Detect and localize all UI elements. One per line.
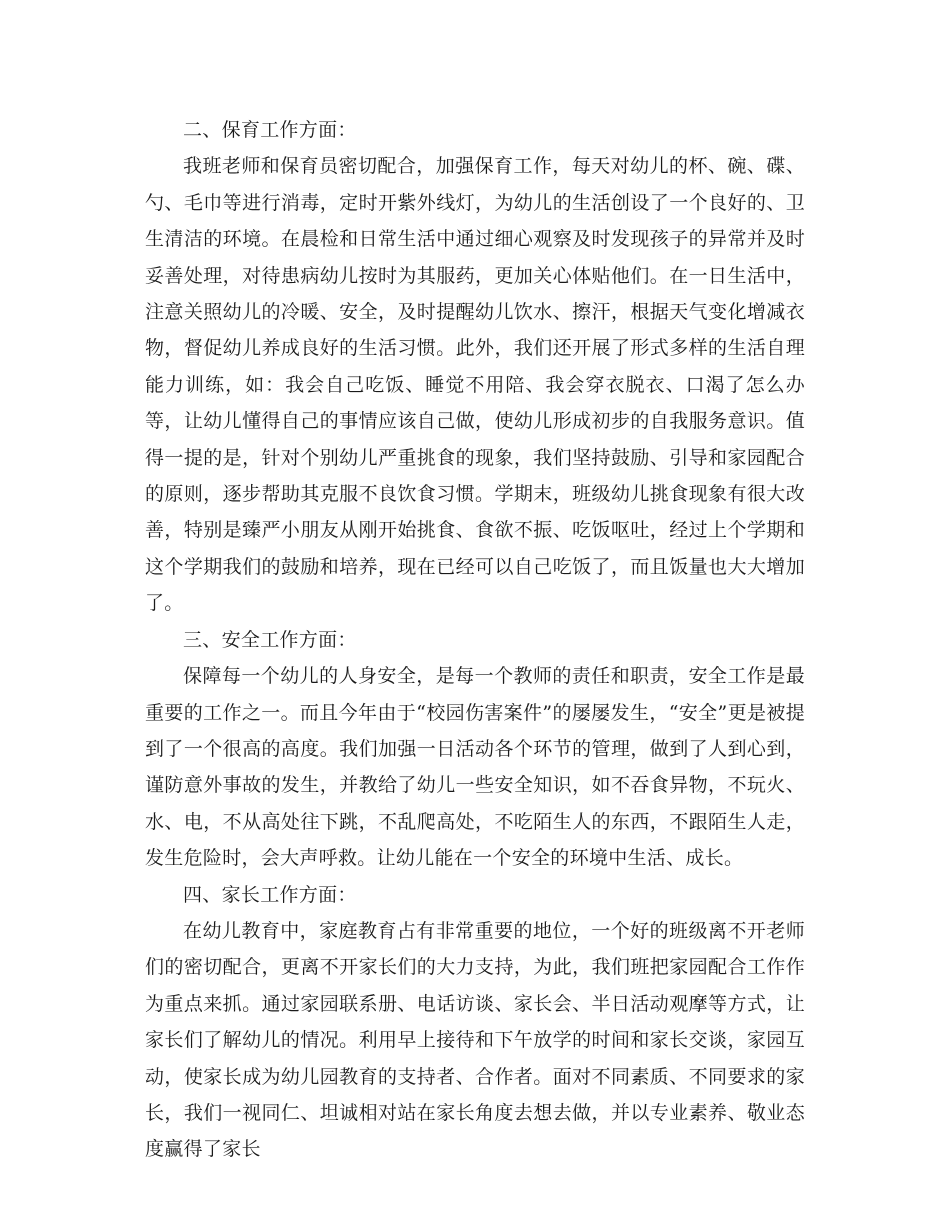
document-body bbox=[145, 112, 805, 1168]
section-paragraph-parents: 在幼儿教育中，家庭教育占有非常重要的地位，一个好的班级离不开老师们的密切配合，更离不开家长们的大力支持，为此，我们班把家园配合工作作为重点来抓。通过家园联系册、电话访谈、家长会、半日活动观摩等方式，让家长们了解幼儿的情况。利用早上接待和下午放学的时间和家长交谈，家园互动，使家长成为幼儿园教育的支持者、合作者。面对不同素质、不同要求的家长，我们一视同仁、坦诚相对站在家长角度去想去做，并以专业素养、敬业态度赢得了家长 bbox=[145, 919, 805, 1161]
section-heading-safety: 三、安全工作方面： bbox=[183, 628, 357, 651]
section-heading-parents: 四、家长工作方面： bbox=[183, 883, 357, 906]
section-paragraph-safety: 保障每一个幼儿的人身安全，是每一个教师的责任和职责，安全工作是最重要的工作之一。而且今年由于“校园伤害案件”的屡屡发生，“安全”更是被提到了一个很高的高度。我们加强一日活动各个环节的管理，做到了人到心到，谨防意外事故的发生，并教给了幼儿一些安全知识，如不吞食异物，不玩火、水、电，不从高处往下跳，不乱爬高处，不吃陌生人的东西，不跟陌生人走，发生危险时，会大声呼救。让幼儿能在一个安全的环境中生活、成长。 bbox=[145, 665, 805, 870]
section-paragraph-childcare: 我班老师和保育员密切配合，加强保育工作，每天对幼儿的杯、碗、碟、勺、毛巾等进行消毒，定时开紫外线灯，为幼儿的生活创设了一个良好的、卫生清洁的环境。在晨检和日常生活中通过细心观察及时发现孩子的异常并及时妥善处理，对待患病幼儿按时为其服药，更加关心体贴他们。在一日生活中，注意关照幼儿的冷暖、安全，及时提醒幼儿饮水、擦汗，根据天气变化增减衣物，督促幼儿养成良好的生活习惯。此外，我们还开展了形式多样的生活自理能力训练，如：我会自己吃饭、睡觉不用陪、我会穿衣脱衣、口渴了怎么办等，让幼儿懂得自己的事情应该自己做，使幼儿形成初步的自我服务意识。值得一提的是，针对个别幼儿严重挑食的现象，我们坚持鼓励、引导和家园配合的原则，逐步帮助其克服不良饮食习惯。学期末，班级幼儿挑食现象有很大改善，特别是臻严小朋友从刚开始挑食、食欲不振、吃饭呕吐，经过上个学期和这个学期我们的鼓励和培养，现在已经可以自己吃饭了，而且饭量也大大增加了。 bbox=[145, 155, 805, 615]
section-heading-childcare: 二、保育工作方面： bbox=[183, 119, 357, 141]
